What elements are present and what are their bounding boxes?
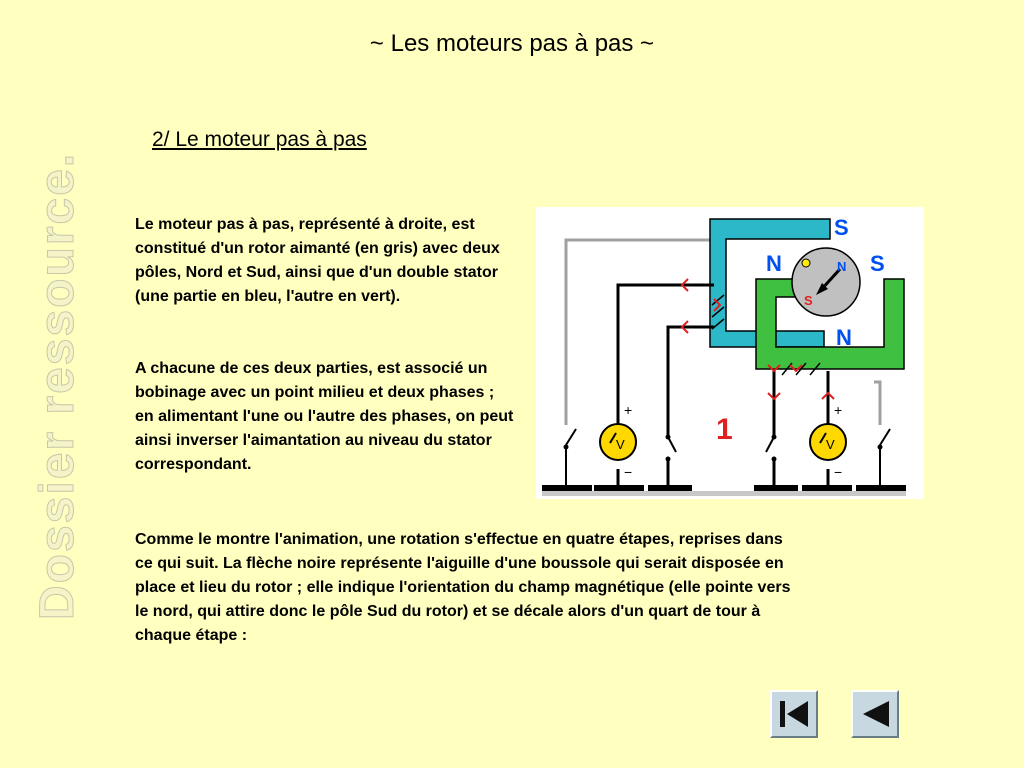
section-subtitle: 2/ Le moteur pas à pas xyxy=(152,128,367,151)
pole-label-green-right: S xyxy=(870,251,885,276)
rotor-marker xyxy=(802,259,810,267)
ground-symbols xyxy=(542,485,906,496)
paragraph-bobinage: A chacune de ces deux parties, est associé un bobinage avec un point milieu et deux phases ; en alimentant l'une ou l'autre des phases, on peut ainsi inverser l'aimantation au niveau du stator correspondant. xyxy=(135,360,514,473)
plus-left: + xyxy=(624,402,633,418)
voltmeter-left-label: V xyxy=(616,437,625,452)
rotor-pole-south: S xyxy=(804,293,813,308)
voltmeter-right-label: V xyxy=(826,437,835,452)
previous-page-icon xyxy=(853,692,897,736)
stepper-motor-diagram xyxy=(536,207,924,499)
paragraph-description: Le moteur pas à pas, représenté à droite, est constitué d'un rotor aimanté (en gris) avec deux pôles, Nord et Sud, ainsi que d'un double stator (une partie en bleu, l'autre en vert). xyxy=(135,216,500,305)
wire-grey-right xyxy=(874,382,880,425)
wire-black-left-inner xyxy=(668,327,714,437)
watermark-dossier-ressource: Dossier ressource. xyxy=(31,151,84,620)
minus-left: − xyxy=(624,464,633,480)
pole-label-blue-left: N xyxy=(766,251,782,276)
step-number: 1 xyxy=(716,413,733,446)
wire-black-left-outer xyxy=(618,285,714,425)
paragraph-animation: Comme le montre l'animation, une rotation s'effectue en quatre étapes, reprises dans ce qui suit. La flèche noire représente l'aiguille d'une boussole qui serait disposée en place et lieu du rotor ; elle indique l'orientation du champ magnétique (elle pointe vers le nord, qui attire donc le pôle Sud du rotor) et se décale alors d'un quart de tour à chaque étape : xyxy=(135,531,791,644)
rotor xyxy=(792,248,860,316)
first-page-button[interactable] xyxy=(770,690,818,738)
first-page-icon xyxy=(772,692,816,736)
rotor-pole-north: N xyxy=(837,259,847,274)
previous-page-button[interactable] xyxy=(851,690,899,738)
plus-right: + xyxy=(834,402,843,418)
pole-label-blue-top: S xyxy=(834,215,849,240)
pole-label-green-bottom: N xyxy=(836,325,852,350)
minus-right: − xyxy=(834,464,843,480)
page-title: ~ Les moteurs pas à pas ~ xyxy=(369,30,655,57)
